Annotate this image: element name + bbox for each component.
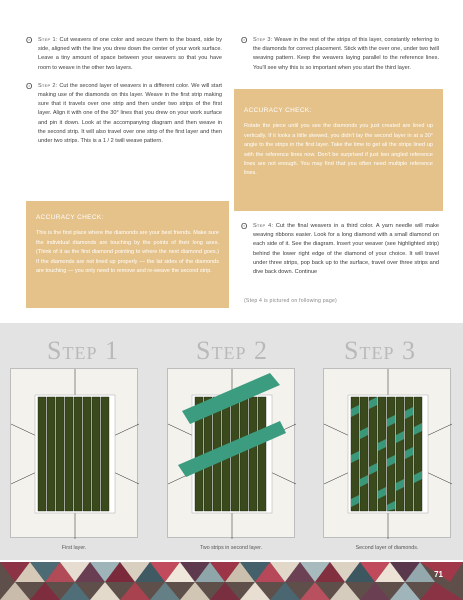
accuracy-check-box-right [234, 89, 443, 211]
step4-label: Step 4: [253, 223, 274, 229]
step2-text: Cut the second layer of weavers in a different color. We will start making use of the diamonds on this layer. Weave in the first strip making sure that it travels over one strip and then under two strips of the first layer. Align it with one of the 30° lines that you drew on your work surface and pin it down. Look at the accompanying diagram and then weave in the second strip. It will also travel over one strip of the first layer and then under two strips. This is a 1 / 2 twill weave pattern. [38, 82, 222, 145]
diagram-step2 [167, 368, 295, 538]
figure-caption-step2: Two strips in second layer. [199, 545, 263, 551]
woven-ribbon-photo [0, 562, 463, 600]
diagram-step3 [323, 368, 451, 538]
accuracy-heading: ACCURACY CHECK: [36, 214, 104, 221]
left-column [26, 36, 222, 155]
bullet-icon: ʘ [241, 222, 248, 231]
accuracy-check-box-left [26, 201, 229, 308]
accuracy-heading: ACCURACY CHECK: [244, 107, 312, 114]
accuracy-text: This is the first place where the diamonds are your best friends. Make sure the individual diamonds are touching by the points of their long axes. (Think of it as the first diamond pointing to where the next diamond goes.) If the diamonds are not lined up properly — the lat sides of the diamonds are touching — you only need to remove and re-weave the second strip. [36, 230, 219, 275]
step4-text: Cut the final weavers in a third color. A yarn needle will make weaving ribbons easier. Look for a long diamond with a small diamond on each side of it. See the diagram. Insert your weaver (see highlighted strip) behind the lower right edge of the diamond of your choice. It will travel under three strips, pop back up to the surface, travel over three strips and dive back down. Continue [253, 223, 439, 276]
bullet-icon: ʘ [241, 36, 248, 45]
figure-title-step2: Step 2 [196, 336, 268, 365]
step3-diagram-svg [324, 369, 452, 539]
figure-caption-step3: Second layer of diamonds. [355, 545, 419, 551]
step3-label: Step 3: [253, 37, 273, 43]
figure-title-step1: Step 1 [47, 336, 119, 365]
figure-caption-step1: First layer. [61, 545, 87, 551]
step2-diagram-svg [168, 369, 296, 539]
figure-title-step3: Step 3 [344, 336, 416, 365]
step3-text: Weave in the rest of the strips of this layer, constantly referring to the diamonds for correct placement. Stick with the over one, under two twill weaving pattern. Keep the weavers laying parallel to the reference lines. You'll see why this is so important when you start the third layer. [253, 37, 439, 71]
bullet-icon: ʘ [26, 81, 33, 91]
step1-label: Step 1: [38, 37, 58, 43]
diagram-step1 [10, 368, 138, 538]
step3-paragraph [241, 36, 439, 73]
following-page-note: (Step 4 is pictured on following page) [244, 298, 337, 304]
step2-paragraph [26, 82, 222, 146]
step4-paragraph [241, 222, 439, 277]
step1-text: Cut weavers of one color and secure them to the board, side by side, aligned with the line you drew down the center of your work surface. Leave a tiny amount of space between your weavers so that you have room to weave in the other two layers. [38, 37, 222, 71]
page-number: 71 [434, 570, 443, 579]
accuracy-text: Rotate the piece until you see the diamonds you just created are lined up vertically. If it looks a little skewed, you didn't lay the second layer in at a 30° angle to the strips in the first layer. Take the time to get all the strips lined up with the reference lines now. Don't be surprised if just two angled reference lines are not enough. You may find that you often need multiple reference lines. [244, 123, 433, 177]
step1-diagram-svg [11, 369, 139, 539]
bullet-icon: ʘ [26, 36, 33, 45]
right-column [241, 36, 439, 82]
step2-label: Step 2: [38, 82, 58, 89]
step1-paragraph [26, 36, 222, 73]
